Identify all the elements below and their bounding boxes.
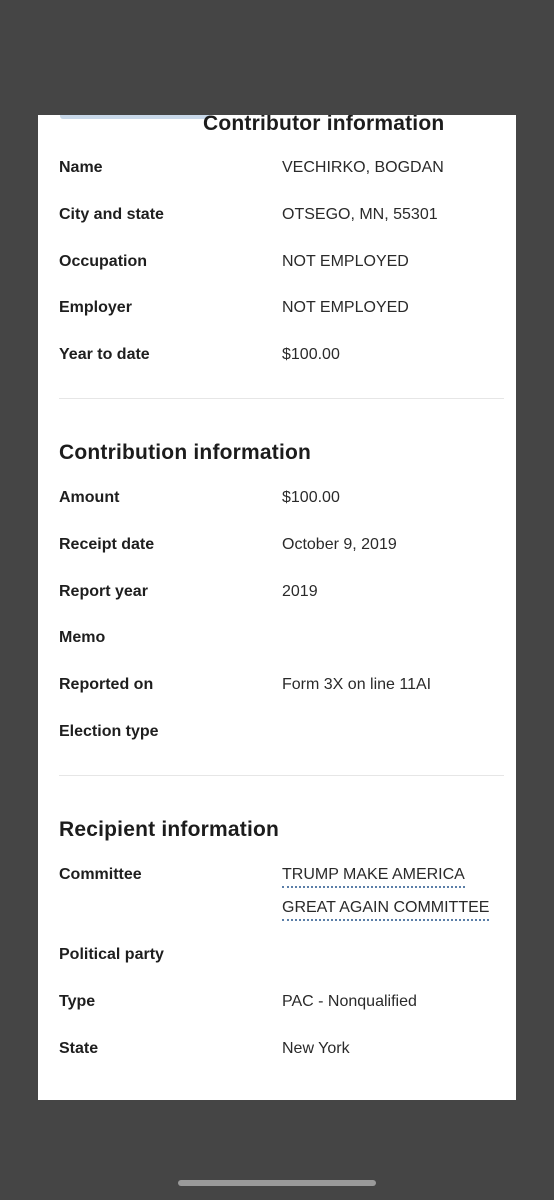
contribution-section-title: Contribution information [59, 441, 312, 464]
memo-label: Memo [59, 629, 106, 646]
name-label: Name [59, 159, 103, 176]
contributor-section-title: Contributor information [203, 115, 445, 135]
committee-link-line2[interactable]: GREAT AGAIN COMMITTEE [282, 899, 489, 921]
committee-label: Committee [59, 866, 142, 883]
home-indicator-bar[interactable] [178, 1180, 376, 1186]
occupation-label: Occupation [59, 253, 148, 270]
reported-on-label: Reported on [59, 676, 154, 693]
reported-on-value: Form 3X on line 11AI [282, 676, 432, 693]
election-type-label: Election type [59, 723, 159, 740]
city-state-label: City and state [59, 206, 164, 223]
report-year-value: 2019 [282, 583, 318, 600]
receipt-date-value: October 9, 2019 [282, 536, 397, 553]
state-value: New York [282, 1040, 350, 1057]
committee-link-line1[interactable]: TRUMP MAKE AMERICA [282, 866, 465, 888]
section-divider [59, 398, 504, 399]
state-label: State [59, 1040, 99, 1057]
type-value: PAC - Nonqualified [282, 993, 417, 1010]
amount-label: Amount [59, 489, 120, 506]
contribution-detail-card [38, 115, 516, 1100]
amount-value: $100.00 [282, 489, 340, 506]
employer-value: NOT EMPLOYED [282, 299, 409, 316]
recipient-section-title: Recipient information [59, 818, 280, 841]
receipt-date-label: Receipt date [59, 536, 155, 553]
report-year-label: Report year [59, 583, 148, 600]
occupation-value: NOT EMPLOYED [282, 253, 409, 270]
name-value: VECHIRKO, BOGDAN [282, 159, 444, 176]
top-tab-indicator [60, 115, 210, 119]
year-to-date-value: $100.00 [282, 346, 340, 363]
section-divider [59, 775, 504, 776]
political-party-label: Political party [59, 946, 164, 963]
employer-label: Employer [59, 299, 132, 316]
city-state-value: OTSEGO, MN, 55301 [282, 206, 438, 223]
year-to-date-label: Year to date [59, 346, 150, 363]
type-label: Type [59, 993, 96, 1010]
